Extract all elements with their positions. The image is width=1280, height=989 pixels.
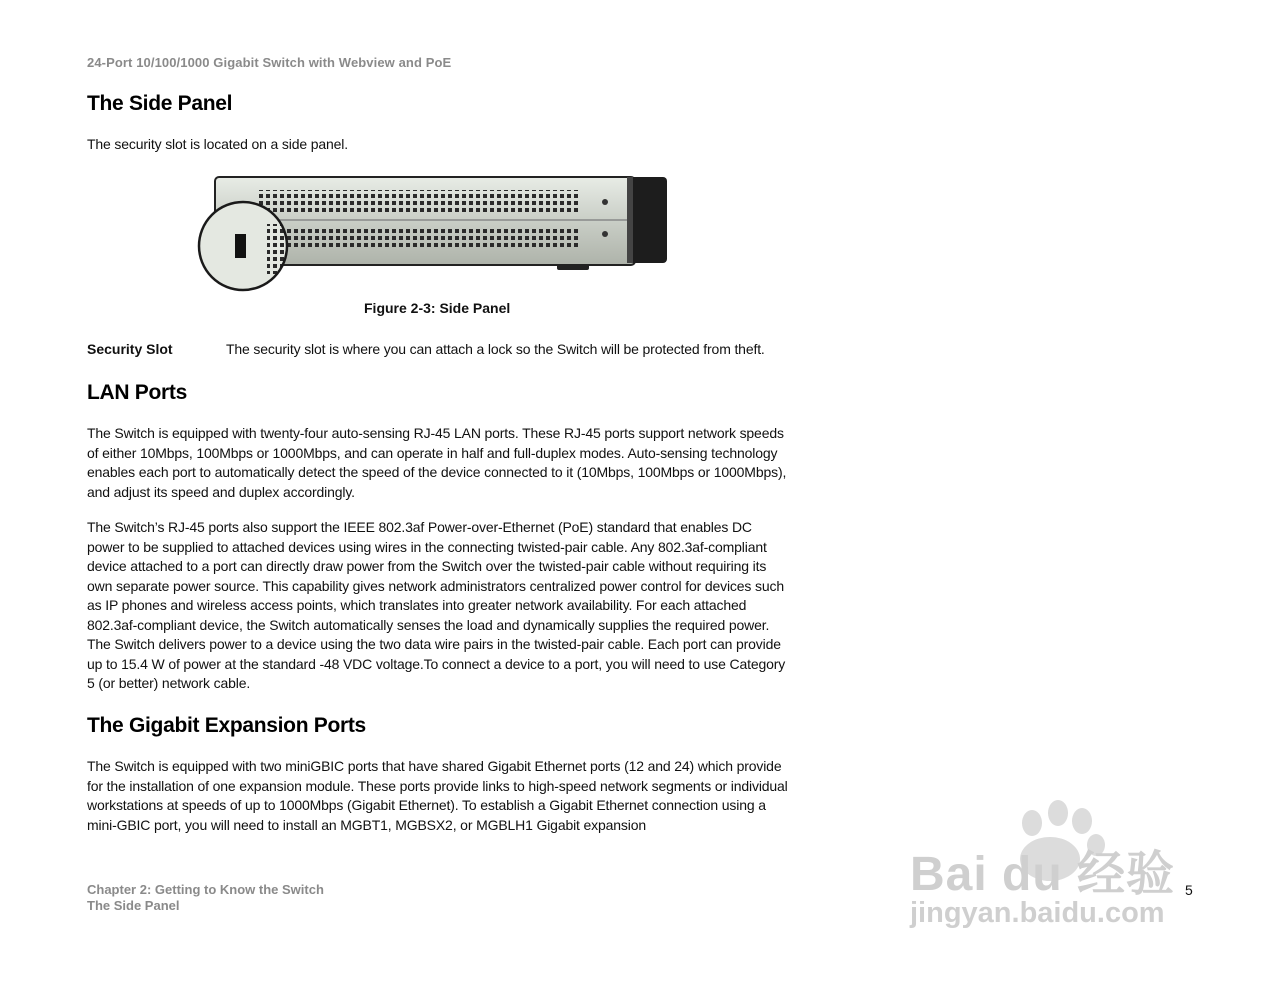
footer bbox=[87, 882, 324, 914]
switch-side-panel-image bbox=[195, 172, 675, 296]
security-slot-term: Security Slot bbox=[87, 341, 173, 357]
security-slot-definition: The security slot is where you can attach a lock so the Switch will be protected from theft. bbox=[226, 341, 765, 357]
side-panel-heading: The Side Panel bbox=[87, 92, 233, 115]
footer-chapter: Chapter 2: Getting to Know the Switch bbox=[87, 882, 324, 897]
running-header: 24-Port 10/100/1000 Gigabit Switch with Webview and PoE bbox=[87, 55, 452, 70]
watermark-brand: Bai du 经验 bbox=[910, 848, 1176, 901]
side-panel-figure bbox=[195, 172, 675, 301]
gigabit-paragraph: The Switch is equipped with two miniGBIC ports that have shared Gigabit Ethernet ports (12 and 24) which provide for the installation of one expansion module. These ports provide links to high-speed network segments or individual workstations at speeds of up to 1000Mbps (Gigabit Ethernet). To establish a Gigabit Ethernet connection using a mini-GBIC port, you will need to install an MGBT1, MGBSX2, or MGBLH1 Gigabit expansion bbox=[87, 758, 788, 833]
footer-section: The Side Panel bbox=[87, 898, 180, 913]
watermark-url: jingyan.baidu.com bbox=[910, 897, 1165, 929]
page-number: 5 bbox=[1185, 882, 1193, 898]
side-panel-intro: The security slot is located on a side panel. bbox=[87, 136, 348, 152]
lan-ports-heading: LAN Ports bbox=[87, 381, 187, 404]
security-slot-icon bbox=[235, 234, 246, 258]
lan-ports-paragraph-2: The Switch’s RJ-45 ports also support the IEEE 802.3af Power-over-Ethernet (PoE) standard that enables DC power to be supplied to attached devices using wires in the connecting twisted-pair cable. Any 802.3af-compliant device attached to a port can directly draw power from the Switch over the twisted-pair cable without requiring its own separate power source. This capability gives network administrators centralized power control for devices such as IP phones and wireless access points, which translates into greater network availability. For each attached 802.3af-compliant device, the Switch automatically senses the load and dynamically supplies the required power. The Switch delivers power to a device using the two data wire pairs in the twisted-pair cable. Each port can provide up to 15.4 W of power at the standard -48 VDC voltage.To connect a device to a port, you will need to use Category 5 (or better) network cable. bbox=[87, 519, 786, 691]
lan-ports-paragraph-1: The Switch is equipped with twenty-four auto-sensing RJ-45 LAN ports. These RJ-45 ports support network speeds of either 10Mbps, 100Mbps or 1000Mbps, and can operate in half and full-duplex modes. Auto-sensing technology enables each port to automatically detect the speed of the device connected to it (10Mbps, 100Mbps or 1000Mbps), and adjust its speed and duplex accordingly. bbox=[87, 425, 787, 500]
figure-caption: Figure 2-3: Side Panel bbox=[364, 300, 511, 316]
gigabit-heading: The Gigabit Expansion Ports bbox=[87, 714, 366, 737]
baidu-watermark bbox=[900, 795, 1210, 950]
